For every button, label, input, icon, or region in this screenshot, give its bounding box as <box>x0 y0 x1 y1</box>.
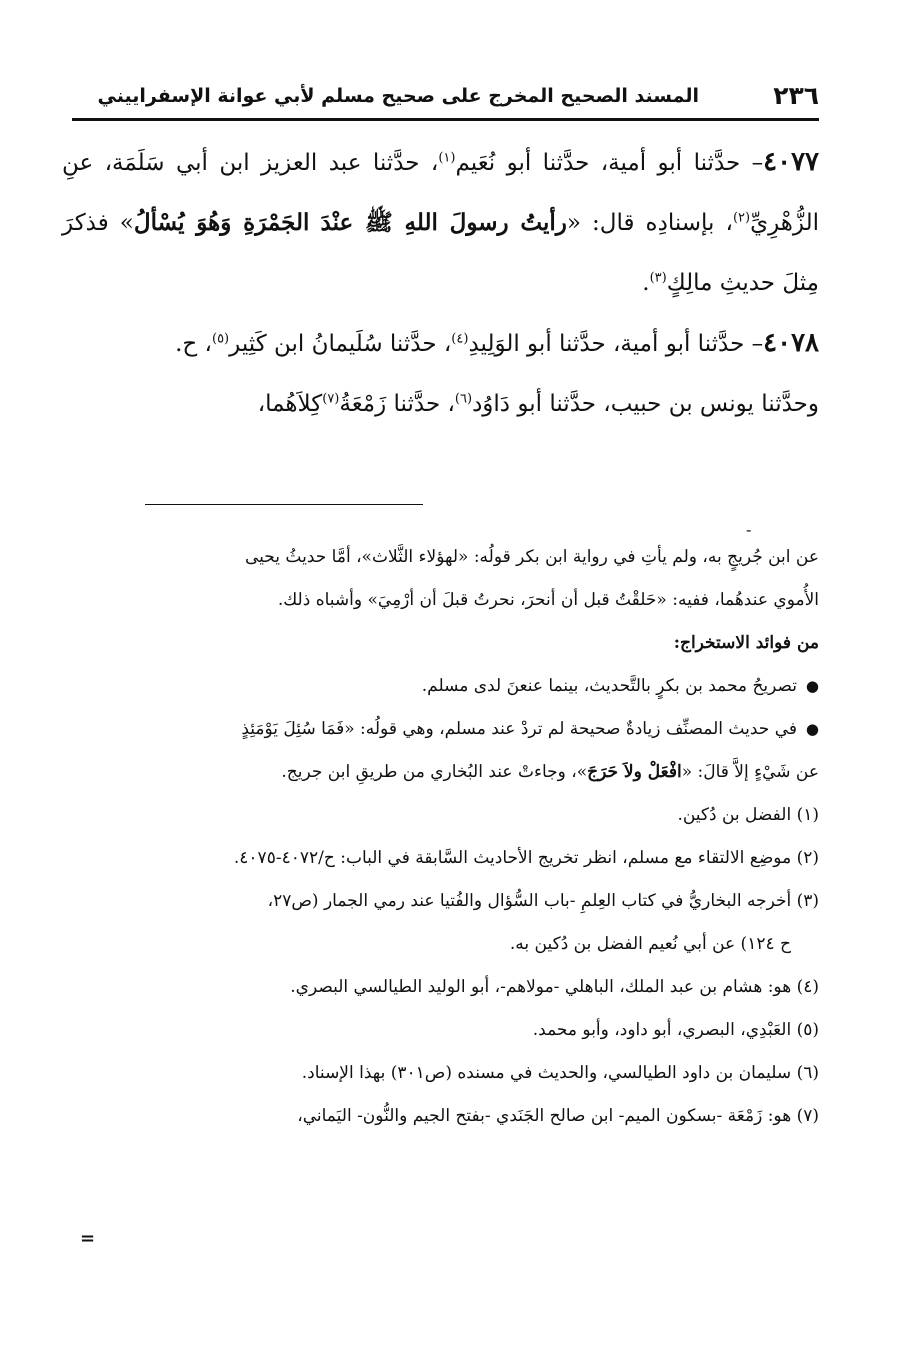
footnote-ref: (٢) <box>732 210 751 226</box>
hadith-4078 <box>62 313 819 374</box>
footnote-ref: (٧) <box>322 391 340 407</box>
text-run: . <box>642 270 650 296</box>
benefit-item: ● تصريحُ محمد بن بكرٍ بالتَّحديث، بينما عنعنَ لدى مسلم. <box>82 665 819 708</box>
note-line <box>82 751 819 794</box>
text-run: ، ح. <box>175 331 212 357</box>
text-run: كِلاَهُما، <box>257 391 323 417</box>
text-run: – حدَّثنا أبو أمية، حدَّثنا أبو الوَلِيدِ <box>468 331 764 357</box>
text-run: ، حدَّثنا عبد العزيز <box>261 150 439 176</box>
continuation-mark: = <box>80 1228 96 1249</box>
footnote-4: (٤) هو: هشام بن عبد الملك، الباهلي -مولاهم-، أبو الوليد الطيالسي البصري. <box>290 977 819 997</box>
footnote-ref: (٤) <box>451 331 469 347</box>
footnote-3-cont: ح ١٢٤) عن أبي نُعيم الفضل بن دُكين به. <box>509 934 791 954</box>
benefit-item: ● في حديث المصنِّف زيادةٌ صحيحة لم تردْ عند مسلم، وهي قولُه: «فَمَا سُئِلَ يَوْمَئِذٍ <box>82 708 819 751</box>
text-run: ، بإسنادِه قال: « <box>566 210 733 236</box>
header-rule <box>72 118 819 121</box>
continuation-dash: - <box>746 520 752 539</box>
footnotes <box>82 536 819 1138</box>
footnote-separator <box>145 504 423 505</box>
benefits-heading: من فوائد الاستخراج: <box>673 633 819 653</box>
main-text <box>62 132 819 434</box>
text-run: » فذكرَ مِثلَ حديثِ مالِكٍ <box>62 210 819 296</box>
note-line: الأُموي عندهُما، ففيه: «حَلقْتُ قبل أن أنحرَ، نحرتُ قبلَ أن أرْمِيَ» وأشباه ذلك. <box>277 590 819 610</box>
text-run: ابن أبي سَلَمَة، عنِ الزُّهْرِيِّ <box>62 150 820 236</box>
footnote-ref: (١) <box>438 150 456 166</box>
text-run: »، وجاءتْ عند البُخاري من طريقِ ابن جريج. <box>281 762 588 782</box>
text-run: عن شَيْءٍ إلاَّ قالَ: « <box>681 762 819 782</box>
running-header <box>72 78 819 114</box>
hadith-quote: افْعَلْ ولاَ حَرَجَ <box>587 762 682 782</box>
text-run: ابن كَثِير <box>229 331 305 357</box>
text-run: – حدَّثنا أبو أمية، حدَّثنا أبو نُعَيم <box>455 150 764 176</box>
footnote-5: (٥) العَبْدِي، البصري، أبو داود، وأبو محمد. <box>532 1020 819 1040</box>
hadith-quote: الجَمْرَةِ وَهُوَ يُسْألُ <box>133 209 310 236</box>
footnote-7: (٧) هو: زَمْعَة -بسكون الميم- ابن صالح الجَنَدي -بفتح الجيم والنُّون- اليَماني، <box>297 1106 819 1126</box>
isnad-line <box>62 374 819 434</box>
footnote-2: (٢) موضِع الالتقاء مع مسلم، انظر تخريج الأحاديث السَّابقة في الباب: ح/٤٠٧٢-٤٠٧٥. <box>233 848 819 868</box>
text-run: وحدَّثنا يونس بن حبيب، حدَّثنا أبو دَاوُد <box>472 391 819 417</box>
page-number: ٢٣٦ <box>773 81 819 110</box>
hadith-4077 <box>62 132 819 313</box>
note-line: عن ابن جُريجٍ به، ولم يأتِ في رواية ابن بكر قولُه: «لهؤلاء الثَّلاث»، أمَّا حديثُ يحيى <box>244 547 819 567</box>
footnote-1: (١) الفضل بن دُكين. <box>677 805 819 825</box>
hadith-number: ٤٠٧٧ <box>763 147 819 177</box>
footnote-ref: (٦) <box>454 391 473 407</box>
footnote-3: (٣) أخرجه البخاريُّ في كتاب العِلمِ -باب السُّؤال والفُتيا عند رمي الجمار (ص٢٧، <box>267 891 819 911</box>
text-run: ، حدَّثنا زَمْعَةُ <box>339 391 455 417</box>
hadith-quote: رأيتُ رسولَ اللهِ ﷺ عنْدَ <box>320 209 567 236</box>
hadith-number: ٤٠٧٨ <box>763 328 819 358</box>
text-run: ، حدَّثنا سُلَيمانُ <box>311 331 452 357</box>
footnote-ref: (٣) <box>649 270 667 286</box>
footnote-6: (٦) سليمان بن داود الطيالسي، والحديث في مسنده (ص٣٠١) بهذا الإسناد. <box>301 1063 819 1083</box>
footnote-ref: (٥) <box>211 331 230 347</box>
book-title: المسند الصحيح المخرج على صحيح مسلم لأبي عوانة الإسفراييني <box>97 85 699 107</box>
